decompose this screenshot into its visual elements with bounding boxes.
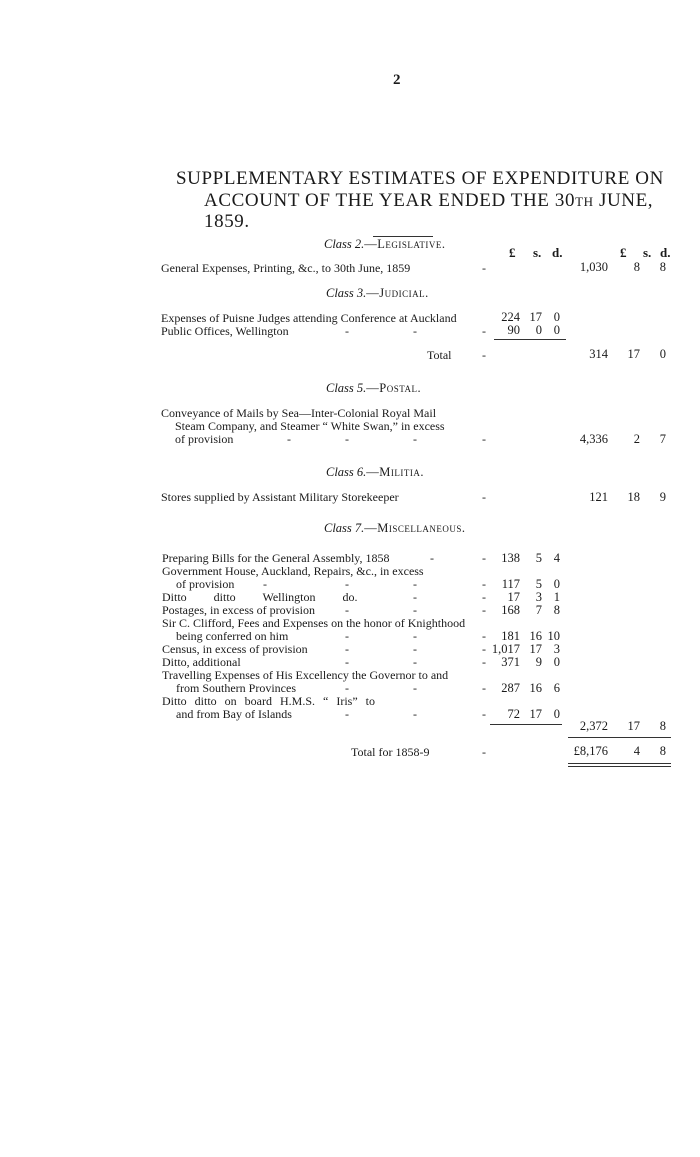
leader-dash: - [287,432,291,446]
misc-item-pence: 3 [553,642,560,656]
leader-dash: - [345,603,349,617]
judicial-item-shillings: 17 [529,310,542,324]
misc-item-pounds: 371 [501,655,520,669]
grand-total-double-rule [568,766,671,767]
column-header-pounds-items: £ [509,245,516,260]
leader-dash: - [482,261,486,275]
misc-item-pence: 0 [553,655,560,669]
leader-dash: - [345,324,349,338]
leader-dash: - [482,745,486,759]
leader-dash: - [413,707,417,721]
document-title-line-3: 1859. [204,211,250,232]
leader-dash: - [413,629,417,643]
section-heading-militia: Class 6.—Militia. [326,465,425,479]
section-heading-judicial: Class 3.—Judicial. [326,286,429,300]
misc-item-shillings: 17 [529,642,542,656]
leader-dash: - [482,348,486,362]
leader-dash: - [345,681,349,695]
grand-total-double-rule [568,763,671,764]
militia-total-pence: 9 [659,490,666,504]
section-heading-miscellaneous: Class 7.—Miscellaneous. [324,521,466,535]
misc-item-pounds: 117 [501,577,520,591]
postal-total-pence: 7 [659,432,666,446]
misc-row-desc: of provision [176,577,235,591]
leader-dash: - [263,577,267,591]
judicial-item-shillings: 0 [535,323,542,337]
page-number: 2 [393,72,401,88]
leader-dash: - [482,551,486,565]
legislative-total-shillings: 8 [633,260,640,274]
leader-dash: - [482,603,486,617]
grand-total-pence: 8 [659,744,666,758]
leader-dash: - [413,590,417,604]
judicial-total-pounds: 314 [589,347,608,361]
column-header-pence-items: d. [552,245,563,260]
leader-dash: - [482,629,486,643]
postal-row-desc-line: of provision [175,432,234,446]
grand-total-top-rule [568,737,671,738]
misc-item-pounds: 168 [501,603,520,617]
leader-dash: - [482,490,486,504]
misc-item-shillings: 16 [529,629,542,643]
section-heading-postal: Class 5.—Postal. [326,381,422,395]
misc-row-desc: Travelling Expenses of His Excellency the Governor to and [162,668,449,682]
section-heading-legislative: Class 2.—Legislative. [324,237,446,251]
misc-item-pounds: 138 [501,551,520,565]
leader-dash: - [413,642,417,656]
leader-dash: - [430,551,434,565]
misc-item-shillings: 7 [535,603,542,617]
grand-total-shillings: 4 [633,744,640,758]
militia-total-pounds: 121 [589,490,608,504]
misc-item-pounds: 17 [507,590,520,604]
leader-dash: - [482,577,486,591]
leader-dash: - [482,432,486,446]
postal-total-shillings: 2 [633,432,640,446]
judicial-row-desc: Expenses of Puisne Judges attending Conference at Auckland [161,311,457,325]
misc-item-shillings: 17 [529,707,542,721]
postal-total-pounds: 4,336 [579,432,608,446]
subtotal-rule [490,724,562,725]
document-title-line-1: SUPPLEMENTARY ESTIMATES OF EXPENDITURE ON [176,168,664,189]
leader-dash: - [413,655,417,669]
judicial-item-pounds: 224 [501,310,520,324]
leader-dash: - [345,432,349,446]
misc-row-desc: Government House, Auckland, Repairs, &c., in excess [162,564,424,578]
judicial-row-desc: Public Offices, Wellington [161,324,289,338]
misc-row-desc: Preparing Bills for the General Assembly, 1858 [162,551,390,565]
misc-row-desc: Ditto ditto Wellington do. [162,590,358,604]
leader-dash: - [345,577,349,591]
misc-item-shillings: 16 [529,681,542,695]
legislative-total-pounds: 1,030 [579,260,608,274]
document-title-line-2: ACCOUNT OF THE YEAR ENDED THE 30TH JUNE, [204,190,654,211]
misc-total-pounds: 2,372 [579,719,608,733]
misc-item-pounds: 181 [501,629,520,643]
leader-dash: - [482,681,486,695]
misc-total-shillings: 17 [627,719,640,733]
column-header-shillings-totals: s. [643,245,652,260]
militia-total-shillings: 18 [627,490,640,504]
misc-row-desc: being conferred on him [176,629,289,643]
judicial-total-pence: 0 [659,347,666,361]
leader-dash: - [345,642,349,656]
subtotal-rule [494,339,566,340]
misc-item-shillings: 5 [535,577,542,591]
misc-row-desc: Ditto, additional [162,655,241,669]
leader-dash: - [413,681,417,695]
misc-item-shillings: 3 [535,590,542,604]
misc-row-desc: Ditto ditto on board H.M.S. “ Iris” to [162,694,375,708]
militia-row-desc: Stores supplied by Assistant Military Storekeeper [161,490,399,504]
column-header-pence-totals: d. [660,245,671,260]
leader-dash: - [345,629,349,643]
misc-row-desc: and from Bay of Islands [176,707,292,721]
misc-item-pounds: 1,017 [491,642,520,656]
legislative-total-pence: 8 [659,260,666,274]
leader-dash: - [482,642,486,656]
misc-item-pence: 0 [553,707,560,721]
misc-item-pence: 8 [553,603,560,617]
leader-dash: - [482,324,486,338]
column-header-pounds-totals: £ [620,245,627,260]
judicial-item-pence: 0 [553,310,560,324]
leader-dash: - [413,324,417,338]
misc-item-pence: 0 [553,577,560,591]
leader-dash: - [413,432,417,446]
leader-dash: - [482,707,486,721]
misc-item-shillings: 5 [535,551,542,565]
misc-row-desc: Sir C. Clifford, Fees and Expenses on the honor of Knighthood [162,616,466,630]
leader-dash: - [482,590,486,604]
postal-row-desc-line: Steam Company, and Steamer “ White Swan,” in excess [175,419,445,433]
misc-item-shillings: 9 [535,655,542,669]
misc-row-desc: from Southern Provinces [176,681,296,695]
misc-item-pence: 10 [547,629,560,643]
judicial-total-shillings: 17 [627,347,640,361]
leader-dash: - [482,655,486,669]
misc-item-pounds: 72 [507,707,520,721]
misc-total-pence: 8 [659,719,666,733]
leader-dash: - [345,655,349,669]
grand-total-label: Total for 1858-9 [351,745,430,759]
judicial-total-label: Total [427,348,452,362]
misc-item-pence: 4 [553,551,560,565]
legislative-row-desc: General Expenses, Printing, &c., to 30th June, 1859 [161,261,411,275]
column-header-shillings-items: s. [533,245,542,260]
leader-dash: - [345,707,349,721]
misc-item-pence: 6 [553,681,560,695]
leader-dash: - [413,577,417,591]
judicial-item-pence: 0 [553,323,560,337]
grand-total-pounds: £8,176 [573,744,608,758]
leader-dash: - [413,603,417,617]
misc-item-pence: 1 [553,590,560,604]
postal-row-desc-line: Conveyance of Mails by Sea—Inter-Colonial Royal Mail [161,406,437,420]
misc-row-desc: Postages, in excess of provision [162,603,315,617]
misc-row-desc: Census, in excess of provision [162,642,308,656]
judicial-item-pounds: 90 [507,323,520,337]
misc-item-pounds: 287 [501,681,520,695]
